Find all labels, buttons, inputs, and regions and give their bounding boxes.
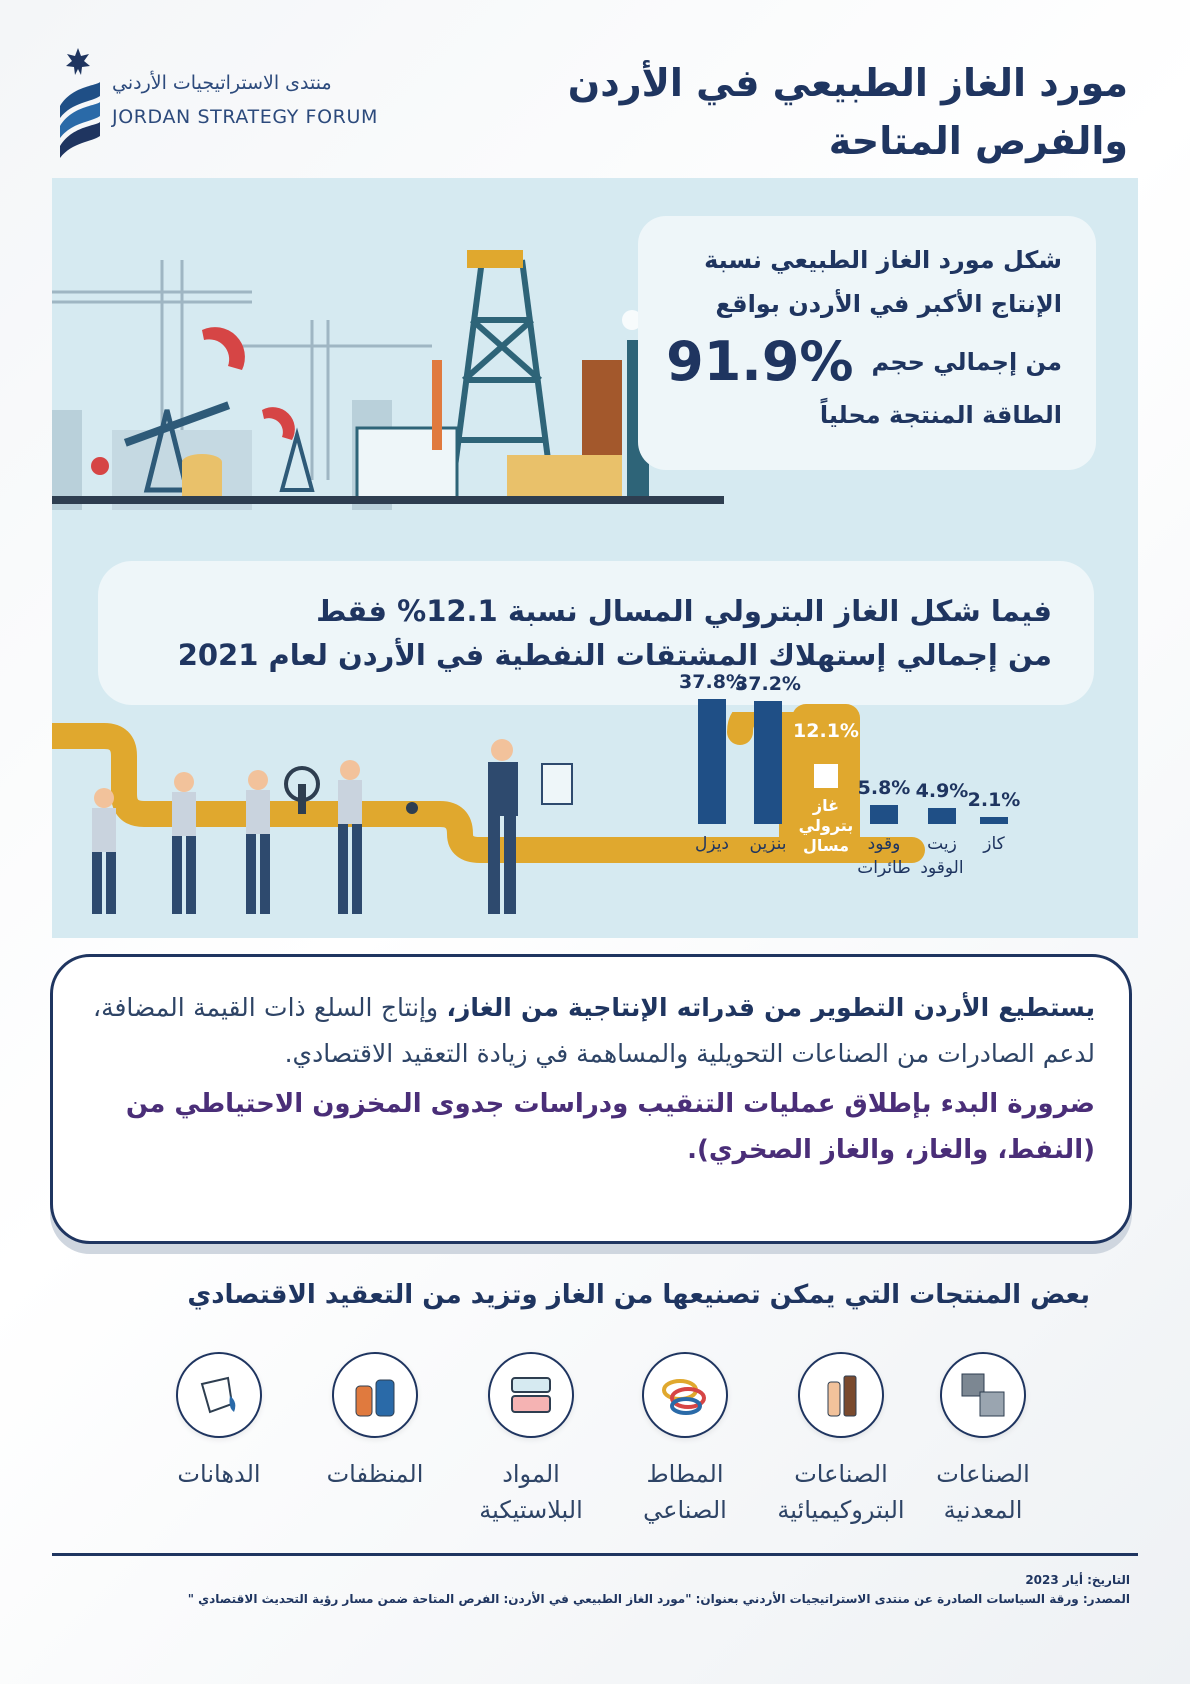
stat-big-value: 91.9% — [666, 330, 854, 393]
stat-line-1a: شكل مورد الغاز الطبيعي نسبة — [704, 246, 1062, 274]
bar — [870, 805, 898, 824]
footer-date: التاريخ: أيار 2023 — [1025, 1573, 1130, 1587]
product-label: المطاط الصناعي — [643, 1460, 727, 1524]
logo-text-english: JORDAN STRATEGY FORUM — [112, 106, 378, 128]
product-label: الدهانات — [177, 1460, 261, 1488]
rubber-bands-icon — [642, 1352, 728, 1438]
recommendations-card — [50, 954, 1132, 1244]
bar-value-label: 5.8% — [857, 776, 911, 799]
products-heading: بعض المنتجات التي يمكن تصنيعها من الغاز وتزيد من التعقيد الاقتصادي — [187, 1280, 1090, 1310]
jsf-logo-icon — [52, 46, 104, 166]
page-title — [508, 54, 1128, 170]
bar-value-label: 12.1% — [793, 720, 859, 742]
product-item — [600, 1352, 770, 1528]
bar-value-label: 37.2% — [735, 673, 801, 696]
product-item — [446, 1352, 616, 1528]
product-label: الصناعات المعدنية — [936, 1460, 1030, 1524]
product-label: المواد البلاستيكية — [479, 1460, 583, 1524]
metal-plates-icon — [940, 1352, 1026, 1438]
bar-category-label: ديزل — [694, 834, 730, 854]
stat-text-line-3: الطاقة المنتجة محلياً — [819, 401, 1062, 429]
stat-text-line-1 — [666, 238, 1062, 326]
stat-value-row — [666, 330, 1062, 393]
oil-field-illustration — [52, 240, 724, 540]
pipeline-chart-area — [52, 671, 1138, 938]
recommendation-1-bold: يستطيع الأردن التطوير من قدراته الإنتاجية من الغاز، — [446, 993, 1095, 1022]
lpg-banner-line-2: من إجمالي إستهلاك المشتقات النفطية في الأردن لعام 2021 — [177, 638, 1052, 672]
footer-source: المصدر: ورقة السياسات الصادرة عن منتدى الاستراتيجيات الأردني بعنوان: "مورد الغاز الطبيعي في الأردن: الفرص المتاحة ضمن مسار رؤية التحديث الاقتصادي " — [187, 1592, 1130, 1606]
plastic-containers-icon — [488, 1352, 574, 1438]
recommendation-2: ضرورة البدء بإطلاق عمليات التنقيب ودراسات جدوى المخزون الاحتياطي من (النفط، والغاز، والغاز الصخري). — [125, 1089, 1095, 1165]
bar — [928, 808, 956, 824]
bar — [814, 764, 838, 788]
cosmetics-bottles-icon — [798, 1352, 884, 1438]
paint-bucket-icon — [176, 1352, 262, 1438]
bar-value-label: 2.1% — [967, 789, 1021, 812]
pump-jack-icon — [262, 407, 312, 490]
bar-category-label: غاز بترولي مسال — [798, 796, 854, 855]
natural-gas-stat-card — [638, 216, 1096, 470]
detergents-icon — [332, 1352, 418, 1438]
title-line-1: مورد الغاز الطبيعي في الأردن — [567, 61, 1128, 105]
bar-category-label: وقود طائرات — [857, 834, 911, 878]
bar — [754, 701, 782, 824]
bar — [698, 699, 726, 824]
product-label: الصناعات البتروكيميائية — [777, 1460, 905, 1524]
recommendation-1 — [93, 985, 1095, 1077]
title-line-2: والفرص المتاحة — [828, 119, 1128, 163]
consumption-bar-chart — [52, 671, 1138, 938]
bar — [980, 817, 1008, 824]
product-item — [290, 1352, 460, 1492]
stat-line-1b: الإنتاج الأكبر في الأردن بواقع — [715, 290, 1062, 318]
product-label: المنظفات — [326, 1460, 424, 1488]
bar-category-label: كاز — [983, 834, 1005, 854]
footer-divider — [52, 1553, 1138, 1556]
recommendation-1-text: وإنتاج السلع ذات القيمة المضافة، لدعم الصادرات من الصناعات التحويلية والمساهمة في زيادة التعقيد الاقتصادي. — [93, 993, 1095, 1068]
bar-category-label: زيت الوقود — [920, 834, 964, 878]
bar-value-label: 37.8% — [679, 671, 745, 694]
stat-text-line-2: من إجمالي حجم — [871, 347, 1062, 376]
product-item — [756, 1352, 926, 1528]
product-item — [134, 1352, 304, 1492]
lpg-banner-line-1: فيما شكل الغاز البترولي المسال نسبة 12.1% فقط — [316, 594, 1052, 628]
bar-value-label: 4.9% — [915, 779, 969, 802]
bar-category-label: بنزين — [749, 834, 787, 854]
logo-text-arabic: منتدى الاستراتيجيات الأردني — [112, 72, 332, 94]
lpg-share-banner — [98, 561, 1094, 705]
